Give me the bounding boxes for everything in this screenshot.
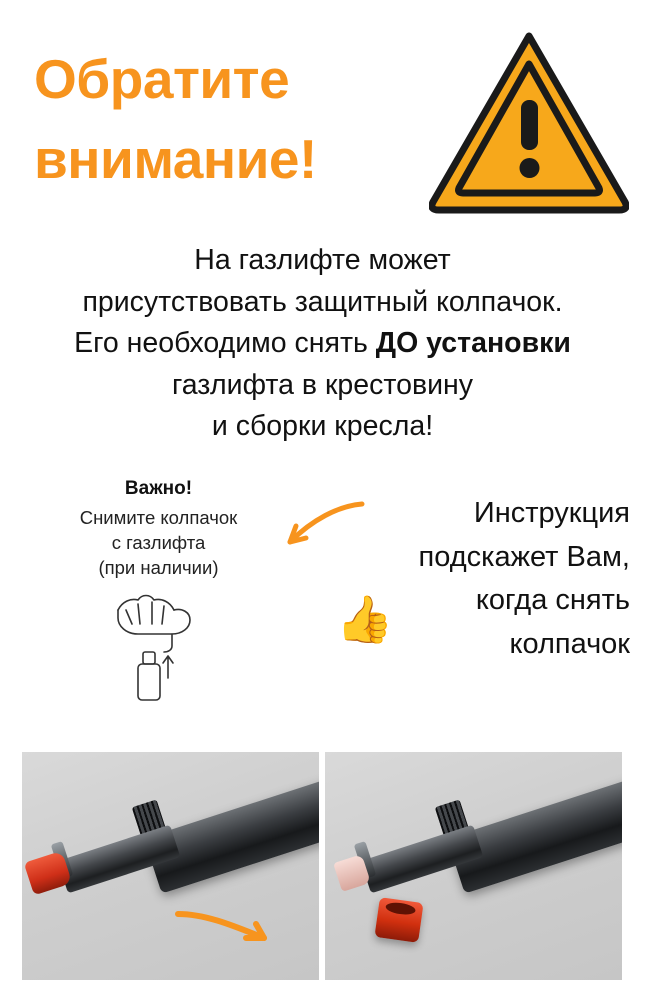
removed-red-cap: [374, 897, 423, 943]
mid-section: [0, 478, 645, 728]
page-title-line1: Обратите: [34, 48, 290, 110]
important-line-1: Снимите колпачок: [79, 507, 238, 528]
note-line-3-bold: ДО установки: [375, 327, 571, 360]
page-title: [34, 40, 454, 200]
important-block: [46, 478, 271, 581]
instruction-line-4: колпачок: [509, 627, 630, 660]
warning-triangle-icon: [429, 30, 629, 216]
important-title: Важно!: [124, 478, 193, 499]
instruction-line-2: подскажет Вам,: [418, 540, 630, 573]
photo-gas-lift-with-cap: [22, 752, 319, 980]
hand-removing-cap-icon: [108, 590, 208, 708]
photo-strip: [22, 752, 623, 980]
instruction-line-3: когда снять: [475, 584, 630, 616]
note-line-3-prefix: Его необходимо снять: [74, 327, 376, 360]
important-line-3: (при наличии): [98, 556, 219, 578]
thumbs-up-icon: 👍: [336, 593, 394, 645]
note-text: [0, 240, 645, 448]
header: [0, 24, 645, 224]
note-line-2: присутствовать защитный колпачок.: [82, 285, 563, 318]
instruction-line-1: Инструкция: [473, 497, 630, 529]
note-line-1: На газлифте может: [194, 244, 451, 276]
photo-arrow-icon: [172, 908, 282, 954]
note-line-3: [0, 323, 645, 365]
note-line-4: газлифта в крестовину: [171, 368, 474, 401]
photo-gas-lift-cap-removed: [325, 752, 622, 980]
page-title-line2: внимание!: [34, 127, 317, 190]
note-line-5: и сборки кресла!: [211, 410, 434, 443]
important-line-2: с газлифта: [111, 531, 206, 553]
